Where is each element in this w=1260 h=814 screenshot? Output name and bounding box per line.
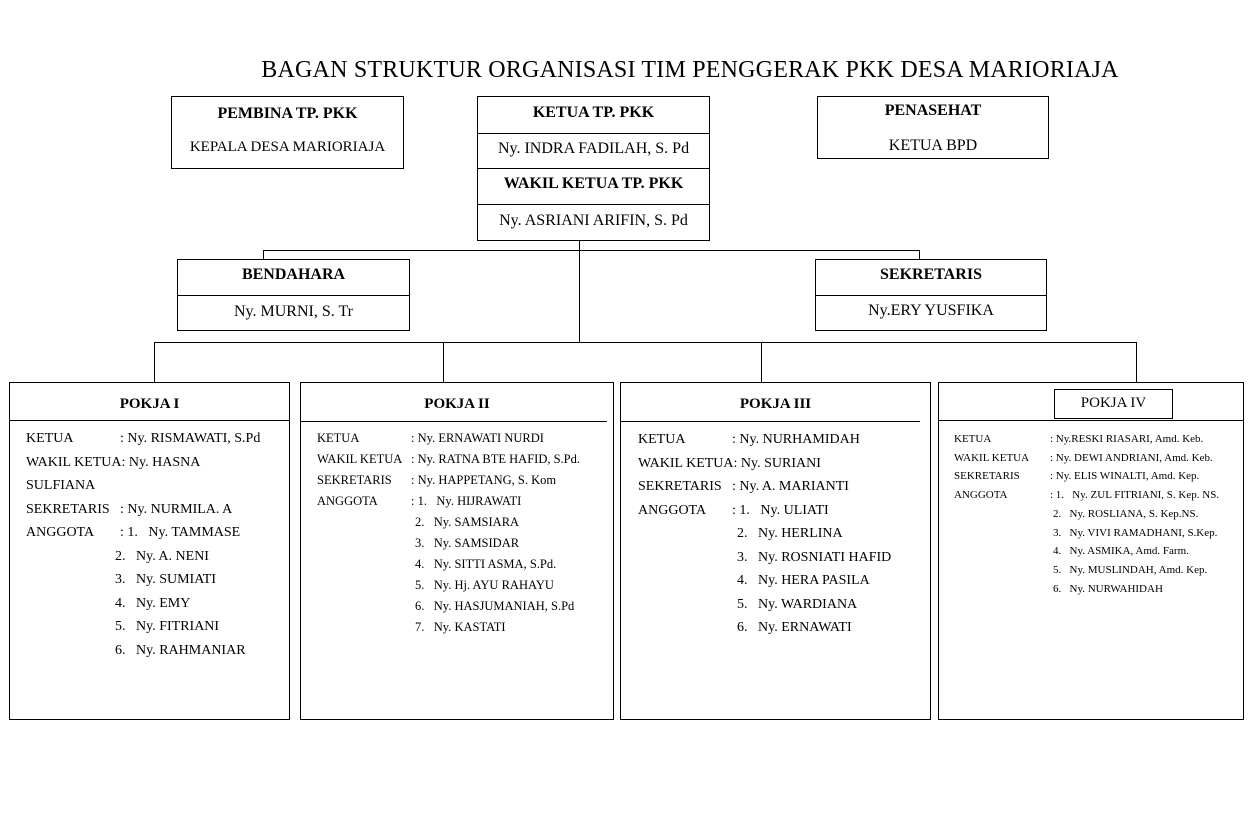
pokja-2-row <box>317 536 609 557</box>
member-name: : 1. Ny. ULIATI <box>732 502 829 518</box>
member-role-label: ANGGOTA <box>638 502 707 518</box>
connector-pokja-4 <box>1136 342 1137 383</box>
sekretaris-name: Ny.ERY YUSFIKA <box>868 302 994 319</box>
pokja-3-title: POKJA III <box>739 396 812 412</box>
connector-pokja-1 <box>154 342 155 383</box>
penasehat-box <box>817 96 1049 159</box>
member-role-label: ANGGOTA <box>26 525 95 540</box>
member-name: : Ny. A. MARIANTI <box>732 479 849 494</box>
member-name: 2. Ny. A. NENI <box>115 548 209 564</box>
member-name: 3. Ny. ROSNIATI HAFID <box>737 549 892 565</box>
pokja-4-row <box>954 545 1241 564</box>
pokja-2-row <box>317 620 609 641</box>
member-name: 4. Ny. HERA PASILA <box>737 573 870 588</box>
pokja-3-row <box>638 456 926 480</box>
member-name: : Ny. NURMILA. A <box>120 501 233 517</box>
pokja-1-row <box>26 619 285 643</box>
member-name: : Ny. HAPPETANG, S. Kom <box>411 473 557 487</box>
member-name: 3. Ny. VIVI RAMADHANI, S.Kep. <box>1053 526 1218 539</box>
pokja-1-title: POKJA I <box>119 396 180 412</box>
pokja-1-row <box>26 572 285 596</box>
member-role-label: ANGGOTA <box>954 489 1008 502</box>
pokja-4-row <box>954 470 1241 489</box>
member-name: : Ny. ERNAWATI NURDI <box>411 431 544 445</box>
pokja-3-row <box>638 573 926 597</box>
member-role-label: WAKIL KETUA <box>317 452 403 466</box>
sekretaris-box <box>815 259 1047 331</box>
connector-pokja-3 <box>761 342 762 383</box>
pokja-2-title: POKJA II <box>424 396 490 412</box>
member-name: 5. Ny. Hj. AYU RAHAYU <box>415 578 554 592</box>
pokja-3-row <box>638 526 926 550</box>
member-role-label: SEKRETARIS <box>26 501 110 517</box>
page-title: BAGAN STRUKTUR ORGANISASI TIM PENGGERAK PKK DESA MARIORIAJA <box>261 57 1119 83</box>
member-name: 5. Ny. MUSLINDAH, Amd. Kep. <box>1053 563 1208 576</box>
pokja-4-title-frame <box>1054 389 1173 419</box>
member-role-label: WAKIL KETUA <box>954 451 1030 464</box>
pokja-1-row <box>26 549 285 573</box>
pokja-2-row <box>317 473 609 494</box>
pokja-3-row <box>638 620 926 644</box>
member-name: : 1. Ny. HIJRAWATI <box>411 494 522 508</box>
penasehat-name: KETUA BPD <box>888 137 978 154</box>
penasehat-label: PENASEHAT <box>884 102 982 119</box>
pokja-1-row <box>26 431 285 455</box>
ketua-box <box>477 96 710 241</box>
pokja-1-box <box>9 382 290 720</box>
member-role-label: WAKIL KETUA: Ny. SURIANI <box>638 455 821 471</box>
member-name: 3. Ny. SAMSIDAR <box>415 536 520 550</box>
member-name: : Ny. ELIS WINALTI, Amd. Kep. <box>1050 470 1200 483</box>
wakil-label: WAKIL KETUA TP. PKK <box>503 175 684 192</box>
sekretaris-label: SEKRETARIS <box>880 266 982 283</box>
pokja-4-row <box>954 527 1241 546</box>
pokja-3-row <box>638 550 926 574</box>
pembina-name: KEPALA DESA MARIORIAJA <box>189 139 386 155</box>
member-role-label: KETUA <box>954 433 992 445</box>
member-name: : Ny. NURHAMIDAH <box>732 432 860 447</box>
pokja-3-row <box>638 432 926 456</box>
pokja-1-row <box>26 643 285 667</box>
member-name: : 1. Ny. TAMMASE <box>120 525 241 540</box>
bendahara-label: BENDAHARA <box>241 266 346 283</box>
pokja-1-row <box>26 525 285 549</box>
ketua-name: Ny. INDRA FADILAH, S. Pd <box>497 140 690 157</box>
member-role-label: WAKIL KETUA: Ny. HASNA <box>26 454 201 470</box>
pokja-2-row <box>317 599 609 620</box>
member-name: 2. Ny. SAMSIARA <box>415 515 520 529</box>
pembina-box <box>171 96 404 169</box>
member-name: 4. Ny. ASMIKA, Amd. Farm. <box>1053 545 1189 558</box>
member-role-label: SEKRETARIS <box>317 473 392 487</box>
connector-pokja-bar <box>154 342 1137 343</box>
pokja-2-box <box>300 382 614 720</box>
pokja-4-row <box>954 508 1241 527</box>
member-role-label: KETUA <box>317 431 360 445</box>
member-name: 3. Ny. SUMIATI <box>115 572 216 587</box>
pokja-3-row <box>638 503 926 527</box>
member-name: : Ny. DEWI ANDRIANI, Amd. Keb. <box>1050 451 1213 464</box>
member-name: : 1. Ny. ZUL FITRIANI, S. Kep. NS. <box>1050 489 1220 502</box>
pokja-4-row <box>954 452 1241 471</box>
member-role-label: SULFIANA <box>26 478 96 493</box>
member-name: 4. Ny. SITTI ASMA, S.Pd. <box>415 557 557 571</box>
pokja-4-row <box>954 433 1241 452</box>
wakil-name: Ny. ASRIANI ARIFIN, S. Pd <box>499 212 688 229</box>
pokja-2-row <box>317 494 609 515</box>
member-name: 5. Ny. WARDIANA <box>737 596 858 612</box>
member-role-label: ANGGOTA <box>317 494 378 508</box>
connector-ketua-down <box>579 240 580 343</box>
member-name: 7. Ny. KASTATI <box>415 620 506 634</box>
pokja-2-row <box>317 452 609 473</box>
member-name: 6. Ny. RAHMANIAR <box>115 642 246 658</box>
pokja-4-row <box>954 583 1241 602</box>
pokja-2-row <box>317 515 609 536</box>
member-name: : Ny. RISMAWATI, S.Pd <box>120 431 261 446</box>
member-name: 6. Ny. NURWAHIDAH <box>1053 582 1163 595</box>
member-name: : Ny.RESKI RIASARI, Amd. Keb. <box>1050 433 1204 445</box>
pokja-1-row <box>26 596 285 620</box>
ketua-label: KETUA TP. PKK <box>532 104 655 121</box>
member-name: 6. Ny. ERNAWATI <box>737 620 852 635</box>
pokja-4-row <box>954 564 1241 583</box>
member-name: 2. Ny. ROSLIANA, S. Kep.NS. <box>1053 507 1199 520</box>
pokja-2-row <box>317 431 609 452</box>
member-name: 2. Ny. HERLINA <box>737 526 843 541</box>
member-name: : Ny. RATNA BTE HAFID, S.Pd. <box>411 452 581 466</box>
member-name: 5. Ny. FITRIANI <box>115 619 220 634</box>
bendahara-box <box>177 259 410 331</box>
pokja-1-row <box>26 455 285 479</box>
member-role-label: SEKRETARIS <box>638 479 722 494</box>
pokja-2-row <box>317 578 609 599</box>
connector-bendahara-sekretaris <box>263 250 920 251</box>
pokja-3-row <box>638 597 926 621</box>
member-name: 4. Ny. EMY <box>115 595 191 611</box>
pokja-4-title: POKJA IV <box>1080 395 1147 411</box>
member-role-label: KETUA <box>638 432 686 447</box>
connector-pokja-2 <box>443 342 444 383</box>
pokja-2-row <box>317 557 609 578</box>
member-name: 6. Ny. HASJUMANIAH, S.Pd <box>415 599 575 613</box>
pokja-4-box <box>938 382 1244 720</box>
pokja-4-row <box>954 489 1241 508</box>
pokja-1-row <box>26 502 285 526</box>
pembina-label: PEMBINA TP. PKK <box>217 105 358 122</box>
pokja-1-row <box>26 478 285 502</box>
member-role-label: KETUA <box>26 431 74 446</box>
pokja-3-box <box>620 382 931 720</box>
member-role-label: SEKRETARIS <box>954 470 1020 483</box>
pokja-3-row <box>638 479 926 503</box>
bendahara-name: Ny. MURNI, S. Tr <box>234 303 353 320</box>
